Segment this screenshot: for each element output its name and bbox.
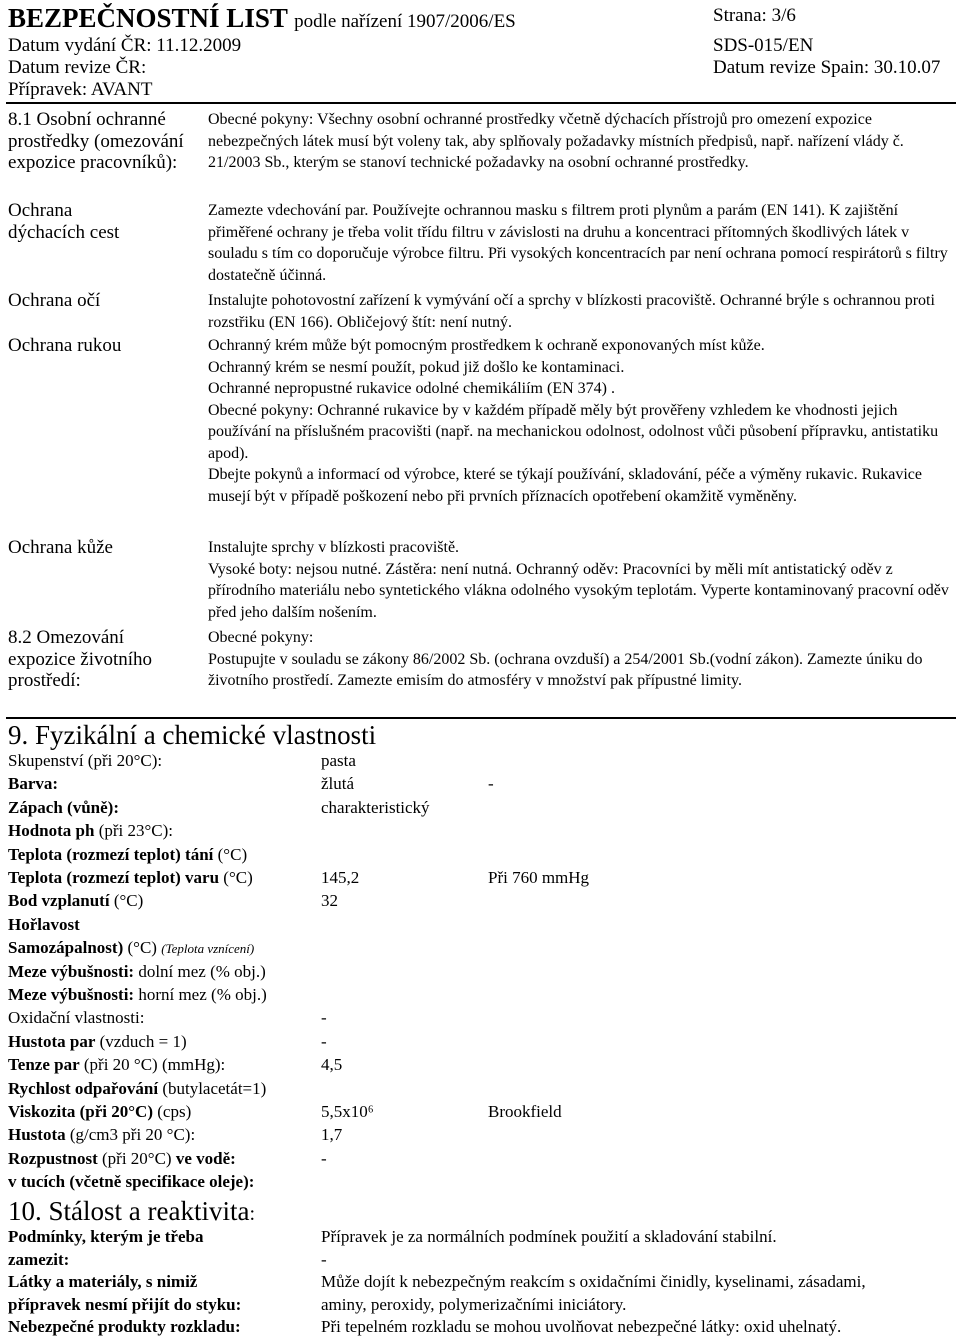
section9-heading: 9. Fyzikální a chemické vlastnosti — [8, 720, 377, 750]
property-label-part: Zápach (vůně): — [8, 797, 119, 817]
property-label-part: (Teplota vznícení) — [161, 941, 255, 957]
property-label-part: Barva: — [8, 774, 59, 794]
s10-label-materials — [8, 1271, 241, 1316]
property-label — [8, 773, 58, 795]
sds-code: SDS-015/EN — [713, 35, 814, 56]
revision-date-cr: Datum revize ČR: — [8, 57, 147, 78]
s10-value-line: Přípravek je za normálních podmínek použití a skladování stabilní. — [321, 1227, 777, 1246]
property-note: Při 760 mmHg — [488, 868, 590, 887]
property-label-part: (při 20 °C) (mmHg): — [79, 1055, 226, 1075]
skin-line: Vysoké boty: nejsou nutné. Zástěra: není nutná. Ochranný oděv: Pracovníci by měli mít antistatický oděv z přírodního materiálu nebo syntetického vlákna odolného vysokým teplotám. Vyperte kontaminovaný pracovní oděv před jeho dalším nošením. — [208, 560, 949, 621]
s10-value-line: aminy, peroxidy, polymerizačními iniciátory. — [321, 1294, 627, 1314]
property-label-part: v tucích (včetně specifikace oleje): — [8, 1172, 255, 1192]
section10-heading-text: 10. Stálost a reaktivita — [8, 1196, 250, 1226]
property-value: - — [321, 1031, 327, 1051]
s10-label-line: přípravek nesmí přijít do styku: — [8, 1294, 242, 1314]
property-value: 145,2 — [321, 868, 360, 887]
property-value: charakteristický — [321, 797, 430, 817]
section8-rule — [6, 717, 956, 719]
s10-label-line: Látky a materiály, s nimiž — [8, 1272, 198, 1291]
s8-eyes-text: Instalujte pohotovostní zařízení k vymývání očí a sprchy v blízkosti pracoviště. Ochranné brýle s ochrannou proti rozstřiku (EN 166). Obličejový štít: není nutný. — [208, 292, 935, 331]
property-label — [8, 820, 173, 842]
s10-value-decomposition: Při tepelném rozkladu se mohou uvolňovat nebezpečné látky: oxid uhelnatý. — [321, 1317, 842, 1336]
property-label — [8, 1007, 144, 1029]
s8-label-eyes: Ochrana očí — [8, 290, 101, 311]
property-value: 5,5x10⁶ — [321, 1102, 374, 1121]
property-label-part: (při 23°C): — [94, 821, 174, 841]
s10-label-decomposition: Nebezpečné produkty rozkladu: — [8, 1317, 241, 1336]
property-label-part: Samozápalnost) — [8, 938, 124, 958]
property-label — [8, 961, 266, 983]
property-label-part: (°C) — [219, 868, 253, 887]
s10-value-conditions — [321, 1226, 777, 1271]
s8-general-text: Obecné pokyny: Všechny osobní ochranné prostředky včetně dýchacích přístrojů pro omezení expozice nebezpečných látek musí být voleny tak, aby splňovaly požadavky místních předpisů, např. nařízení vlády č. 21/2003 Sb., kterým se stanoví technické požadavky na osobní ochranné prostředky. — [208, 111, 904, 171]
header-rule — [6, 102, 956, 104]
s8-label-respiratory: Ochrana dýchacích cest — [8, 200, 120, 243]
document-title — [8, 2, 516, 38]
s8-skin-text — [208, 537, 953, 623]
property-note: Brookfield — [488, 1102, 562, 1121]
preparation-name: Přípravek: AVANT — [8, 79, 153, 100]
property-label-part: Meze výbušnosti: — [8, 985, 135, 1004]
title-regulation: podle nařízení 1907/2006/ES — [294, 11, 516, 32]
skin-line: Instalujte sprchy v blízkosti pracoviště. — [208, 539, 460, 556]
property-value: 1,7 — [321, 1125, 343, 1145]
s10-label-line: Podmínky, kterým je třeba — [8, 1227, 204, 1246]
property-note: - — [488, 774, 494, 794]
property-label-part: Hořlavost — [8, 914, 80, 934]
property-label — [8, 797, 119, 819]
environment-line: Postupujte v souladu se zákony 86/2002 Sb. (ochrana ovzduší) a 254/2001 Sb.(vodní zákon). Zamezte úniku do životního prostředí. Zamezte emisím do atmosféry v množství pak přípustné limity. — [208, 650, 923, 689]
property-label-part: Teplota (rozmezí teplot) tání — [8, 844, 214, 864]
property-label-part: Teplota (rozmezí teplot) varu — [8, 868, 220, 887]
property-label — [8, 1148, 236, 1170]
s8-label-skin: Ochrana kůže — [8, 537, 113, 558]
s8-label-environment: 8.2 Omezování expozice životního prostředí: — [8, 627, 153, 691]
property-label-part: ve vodě: — [175, 1148, 236, 1168]
property-label-part: horní mez (% obj.) — [134, 985, 267, 1004]
property-label-part: dolní mez (% obj.) — [134, 961, 266, 981]
property-value: - — [321, 1148, 327, 1168]
property-value: 32 — [321, 891, 338, 911]
property-label — [8, 937, 254, 960]
hands-line: Dbejte pokynů a informací od výrobce, které se týkají používání, skladování, péče a výměny rukavic. Rukavice musejí být v případě poškození nebo při prvních příznacích opotřebení okamžitě vyměněny. — [208, 466, 922, 505]
s8-hands-text — [208, 335, 953, 507]
property-value: žlutá — [321, 774, 355, 794]
property-label-part: (vzduch = 1) — [95, 1031, 187, 1051]
section10-heading — [8, 1196, 255, 1229]
property-label-part: (°C) — [109, 891, 144, 911]
property-label-part: Rozpustnost — [8, 1148, 98, 1168]
property-label — [8, 1031, 187, 1053]
s10-label-line: zamezit: — [8, 1249, 70, 1269]
title-main: BEZPEČNOSTNÍ LIST — [8, 3, 288, 33]
property-label-part: (g/cm3 při 20 °C): — [65, 1125, 196, 1145]
property-label-part: Bod vzplanutí — [8, 891, 110, 911]
property-label-part: Tenze par — [8, 1055, 80, 1075]
property-label — [8, 750, 162, 772]
property-label-part: (°C) — [213, 844, 248, 864]
property-label-part: Hodnota ph — [8, 821, 95, 841]
property-label-part: Rychlost odpařování — [8, 1078, 159, 1098]
s10-value-line: - — [321, 1249, 327, 1269]
property-label-part: Hustota — [8, 1125, 66, 1145]
property-label-part: (°C) — [123, 938, 162, 958]
hands-line: Ochranné nepropustné rukavice odolné chemikáliím (EN 374) . — [208, 380, 615, 397]
revision-date-spain: Datum revize Spain: 30.10.07 — [713, 57, 941, 78]
property-label — [8, 867, 253, 889]
property-label-part: Skupenství (při 20°C): — [8, 751, 163, 770]
property-label — [8, 1171, 254, 1193]
property-value: pasta — [321, 751, 356, 770]
issue-date: Datum vydání ČR: 11.12.2009 — [8, 35, 242, 56]
hands-line: Ochranný krém může být pomocným prostředkem k ochraně exponovaných míst kůže. — [208, 337, 765, 354]
property-label — [8, 1101, 191, 1123]
section10-heading-colon: : — [249, 1203, 256, 1225]
s10-label-conditions — [8, 1226, 203, 1271]
property-label-part: (butylacetát=1) — [158, 1078, 267, 1098]
s8-label-ppe: 8.1 Osobní ochranné prostředky (omezování expozice pracovníků): — [8, 109, 184, 173]
s8-environment-text — [208, 627, 953, 692]
property-value: - — [321, 1008, 327, 1028]
property-label-part: Hustota par — [8, 1031, 96, 1051]
property-label-part: Meze výbušnosti: — [8, 961, 135, 981]
page-number: Strana: 3/6 — [713, 5, 796, 26]
s10-value-materials — [321, 1271, 866, 1316]
property-label — [8, 914, 80, 936]
property-label — [8, 890, 143, 912]
s8-label-hands: Ochrana rukou — [8, 335, 122, 356]
property-label-part: (cps) — [153, 1102, 192, 1121]
hands-line: Ochranný krém se nesmí použít, pokud již došlo ke kontaminaci. — [208, 358, 625, 376]
property-label — [8, 984, 267, 1006]
s8-respiratory-text: Zamezte vdechování par. Používejte ochrannou masku s filtrem proti plynům a parám (EN 141). K zajištění přiměřené ochrany je třeba volit třídu filtru v závislosti na druhu a koncentraci přítomných škodlivých látek v souladu s tím co doporučuje výrobce filtru. Při vysokých koncentracích par není ochrana pomocí respirátorů s filtry dostatečně účinná. — [208, 202, 948, 284]
property-value: 4,5 — [321, 1055, 343, 1075]
property-label — [8, 844, 247, 866]
property-label-part: (při 20°C) — [97, 1148, 176, 1168]
s10-value-line: Může dojít k nebezpečným reakcím s oxidačními činidly, kyselinami, zásadami, — [321, 1272, 866, 1291]
property-label-part: Viskozita (při 20°C) — [8, 1102, 153, 1121]
property-label — [8, 1078, 266, 1100]
property-label-part: Oxidační vlastnosti: — [8, 1008, 145, 1028]
property-label — [8, 1124, 195, 1146]
environment-line: Obecné pokyny: — [208, 629, 314, 646]
hands-line: Obecné pokyny: Ochranné rukavice by v každém případě měly být prověřeny vzhledem ke vhodnosti jejich používání na příslušném pracovišti (např. na mechanickou odolnost, odolnost vůči působení přípravku, antistatiku apod). — [208, 401, 939, 462]
property-label — [8, 1054, 225, 1076]
